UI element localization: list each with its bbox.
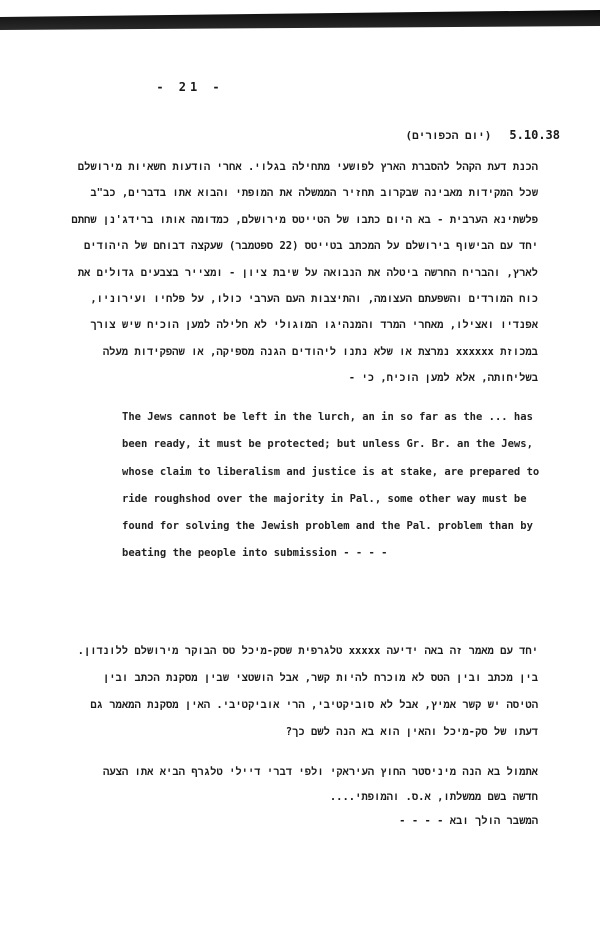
text-line: whose claim to liberalism and justice is at stake, are prepared to bbox=[122, 465, 540, 478]
text-line: יחד עם מאמר זה באה ידיעה xxxxx טלגרפית שסק-מיכל טס הבוקר מירושלם ללונדון. bbox=[77, 645, 538, 657]
text-line: כוח המורדים והשפעתם העצומה, והתיצבות העם הערבי כולו, על פלחיו ועירוניו, bbox=[90, 293, 538, 306]
text-line: found for solving the Jewish problem and the Pal. problem than by bbox=[122, 520, 533, 533]
text-line: אפנדיו ואצילו, מאחרי המרד והמנהיגו המוגולי לא חלילה למען הוכיח שיש צורך bbox=[90, 319, 538, 332]
text-line: פלשתינא הערבית - בא היום כתבו של הטייטס מירושלם, כמדומה אותו ברידג'נן שחתם bbox=[71, 213, 538, 226]
text-line: בין מכתב ובין הטס לא מוכרח להיות קשר, אבל הושטצי שבין מסקנת הכתב ובין bbox=[102, 672, 538, 684]
text-line: המשבר הולך ובא - - - - bbox=[399, 815, 538, 827]
entry-date: 5.10.38 bbox=[509, 128, 560, 142]
text-line: ride roughshod over the majority in Pal., some other way must be bbox=[122, 492, 527, 505]
text-line: אתמול בא הנה מיניסטר החוץ העיראקי ולפי דברי דיילי טלגרף הביא אתו הצעה bbox=[102, 766, 538, 778]
text-line: חדשה בשם ממשלתו, א.ס. והמופתי.... bbox=[329, 790, 538, 803]
text-line: שכל המקידות מאבינה שבקרוב תחזיר הממשלה את המופתי והבוא אתו בדברים, כב"ב bbox=[90, 187, 538, 200]
text-line: דעתו של סק-מיכל והאין הוא בא הנה לשם כך? bbox=[285, 726, 538, 738]
text-line: במכוזת xxxxxx נמרצת או שלא נתנו ליהודים הגנה מספיקה, או שהפקידות מעלה bbox=[102, 345, 538, 358]
hebrew-paragraph-2 bbox=[40, 638, 538, 746]
text-line: לארץ, והבריח החרשה ביטלה את הנבואה על שיבת ציון - ומצייר בצבעים גדולים את bbox=[77, 266, 538, 279]
page-number: - 21 - bbox=[156, 80, 224, 94]
scan-top-edge-bar bbox=[0, 10, 600, 30]
text-line: בשליחותה, אלא למען הוכיח, כי - bbox=[348, 372, 538, 385]
date-header bbox=[406, 128, 560, 143]
text-line: הכנת דעת הקהל להסברת הארץ לפושעי מתחילה בגלוי. אחרי הודעות חשאיות מירושלם bbox=[77, 161, 538, 173]
text-line: beating the people into submission - - - - bbox=[122, 547, 388, 560]
text-line: been ready, it must be protected; but unless Gr. Br. an the Jews, bbox=[122, 438, 533, 451]
english-quotation bbox=[122, 404, 542, 568]
date-note: (יום הכפורים) bbox=[405, 129, 492, 142]
hebrew-paragraph-3 bbox=[40, 760, 538, 834]
hebrew-paragraph-1 bbox=[40, 154, 538, 392]
text-line: הטיסה יש קשר אמיץ, אבל לא סוביקטיבי, הרי אוביקטיבי. האין מסקנת המאמר גם bbox=[90, 699, 538, 711]
text-line: The Jews cannot be left in the lurch, an in so far as the ... has bbox=[122, 411, 533, 423]
text-line: יחד עם הבישוף בירושלם על המכתב בטייטס (22 ספטמבר) שעקצה דבוחם של היהודים bbox=[83, 240, 538, 253]
